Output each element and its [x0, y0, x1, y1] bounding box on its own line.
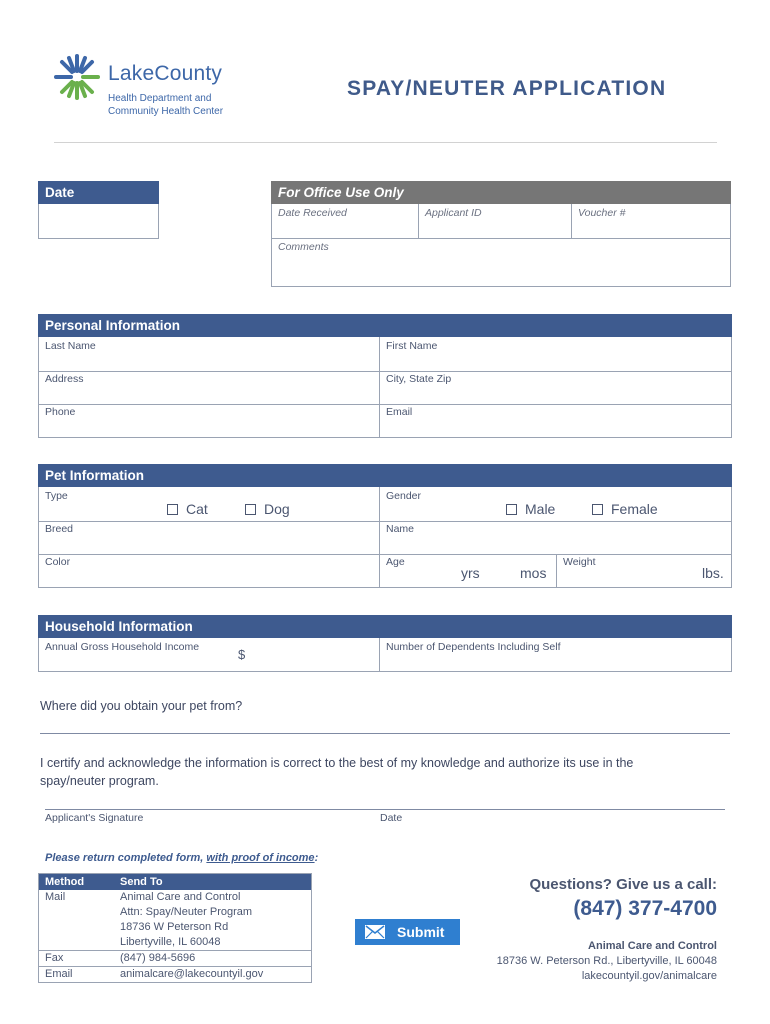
male-checkbox[interactable] [506, 501, 555, 517]
address-label: Address [45, 373, 84, 385]
personal-information-header: Personal Information [38, 314, 732, 337]
submit-label: Submit [397, 924, 445, 940]
gender-label: Gender [386, 490, 422, 502]
logo-subtitle-line1: Health Department and [108, 93, 212, 104]
logo-name: LakeCounty [108, 62, 223, 85]
email-method: Email [39, 967, 114, 983]
questions-heading: Questions? Give us a call: [529, 876, 717, 893]
contact-address: 18736 W. Peterson Rd., Libertyville, IL 60048 [496, 955, 717, 967]
phone-field[interactable] [38, 405, 379, 438]
contact-phone[interactable]: (847) 377-4700 [573, 897, 717, 920]
email-address: animalcare@lakecountyil.gov [114, 967, 311, 983]
office-col-divider [418, 204, 419, 238]
last-name-field[interactable] [38, 337, 379, 371]
cat-checkbox[interactable] [167, 501, 208, 517]
male-label: Male [525, 501, 556, 517]
dog-label: Dog [264, 501, 290, 517]
table-row [39, 951, 311, 967]
dependents-label: Number of Dependents Including Self [386, 641, 561, 653]
return-suffix: : [314, 852, 319, 864]
header-divider [54, 142, 717, 143]
return-instructions [45, 852, 318, 864]
office-divider [271, 238, 731, 239]
obtain-pet-question: Where did you obtain your pet from? [40, 699, 243, 713]
applicant-id-label: Applicant ID [425, 207, 482, 219]
method-header: Method [39, 874, 114, 890]
certification-line2: spay/neuter program. [40, 774, 159, 788]
obtain-pet-field[interactable] [40, 715, 730, 733]
comments-label: Comments [278, 241, 329, 253]
table-row [39, 890, 311, 951]
checkbox-icon [506, 504, 517, 515]
voucher-label: Voucher # [578, 207, 626, 219]
checkbox-icon [167, 504, 178, 515]
send-to-header: Send To [114, 874, 311, 890]
pet-name-label: Name [386, 523, 415, 535]
pet-information-section [38, 464, 732, 588]
lbs-unit: lbs. [702, 565, 724, 581]
signature-date-label: Date [380, 812, 403, 824]
mail-line: Animal Care and Control [120, 891, 241, 903]
logo-subtitle [108, 92, 258, 118]
yrs-unit: yrs [461, 565, 480, 581]
date-header: Date [38, 181, 159, 204]
return-prefix: Please return completed form, [45, 852, 207, 864]
contact-website[interactable]: lakecountyil.gov/animalcare [581, 970, 717, 982]
color-label: Color [45, 556, 71, 568]
mail-method: Mail [45, 891, 66, 903]
female-label: Female [611, 501, 658, 517]
signature-date-field[interactable] [380, 788, 725, 809]
income-field[interactable] [38, 638, 379, 672]
certification-line1: I certify and acknowledge the information is correct to the best of my knowledge and authorize its use in the [40, 756, 634, 770]
office-use-section [271, 181, 731, 287]
cat-label: Cat [186, 501, 208, 517]
lake-county-logo [52, 50, 252, 120]
obtain-pet-underline [40, 733, 730, 734]
mos-unit: mos [520, 565, 547, 581]
signature-underline [45, 809, 725, 810]
checkbox-icon [592, 504, 603, 515]
date-section [38, 181, 159, 239]
first-name-label: First Name [386, 340, 438, 352]
email-field[interactable] [380, 405, 732, 438]
signature-field[interactable] [45, 788, 380, 809]
household-information-section [38, 615, 732, 672]
type-label: Type [45, 490, 68, 502]
mail-line: Libertyville, IL 60048 [120, 936, 221, 948]
office-col-divider [571, 204, 572, 238]
personal-information-section [38, 314, 732, 438]
send-to-table [39, 874, 311, 982]
mail-address [114, 890, 311, 951]
proof-of-income-emphasis: with proof of income [206, 852, 315, 864]
signature-label: Applicant's Signature [45, 812, 144, 824]
date-field[interactable] [38, 204, 159, 239]
household-information-header: Household Information [38, 615, 732, 638]
age-label: Age [386, 556, 405, 568]
address-field[interactable] [38, 372, 379, 404]
dependents-field[interactable] [380, 638, 732, 672]
starburst-logo-icon [52, 52, 102, 102]
income-label: Annual Gross Household Income [45, 641, 200, 653]
checkbox-icon [245, 504, 256, 515]
breed-label: Breed [45, 523, 74, 535]
email-label: Email [386, 406, 413, 418]
office-use-header: For Office Use Only [271, 181, 731, 204]
mail-line: 18736 W Peterson Rd [120, 921, 229, 933]
pet-name-field[interactable] [380, 522, 732, 554]
phone-label: Phone [45, 406, 76, 418]
logo-subtitle-line2: Community Health Center [108, 106, 224, 117]
page-title: SPAY/NEUTER APPLICATION [347, 77, 667, 100]
mail-line: Attn: Spay/Neuter Program [120, 906, 253, 918]
last-name-label: Last Name [45, 340, 96, 352]
currency-symbol: $ [238, 647, 246, 662]
female-checkbox[interactable] [592, 501, 658, 517]
send-to-table-wrapper [38, 873, 312, 983]
first-name-field[interactable] [380, 337, 732, 371]
weight-label: Weight [563, 556, 596, 568]
submit-button[interactable] [355, 919, 460, 945]
city-state-zip-field[interactable] [380, 372, 732, 404]
date-received-label: Date Received [278, 207, 347, 219]
breed-field[interactable] [38, 522, 379, 554]
fax-method: Fax [39, 951, 114, 967]
contact-org: Animal Care and Control [588, 940, 717, 952]
envelope-icon [365, 925, 385, 939]
fax-number: (847) 984-5696 [114, 951, 311, 967]
color-field[interactable] [38, 555, 379, 588]
table-row [39, 967, 311, 983]
city-state-zip-label: City, State Zip [386, 373, 452, 385]
certification-text [40, 754, 730, 790]
pet-information-header: Pet Information [38, 464, 732, 487]
dog-checkbox[interactable] [245, 501, 290, 517]
